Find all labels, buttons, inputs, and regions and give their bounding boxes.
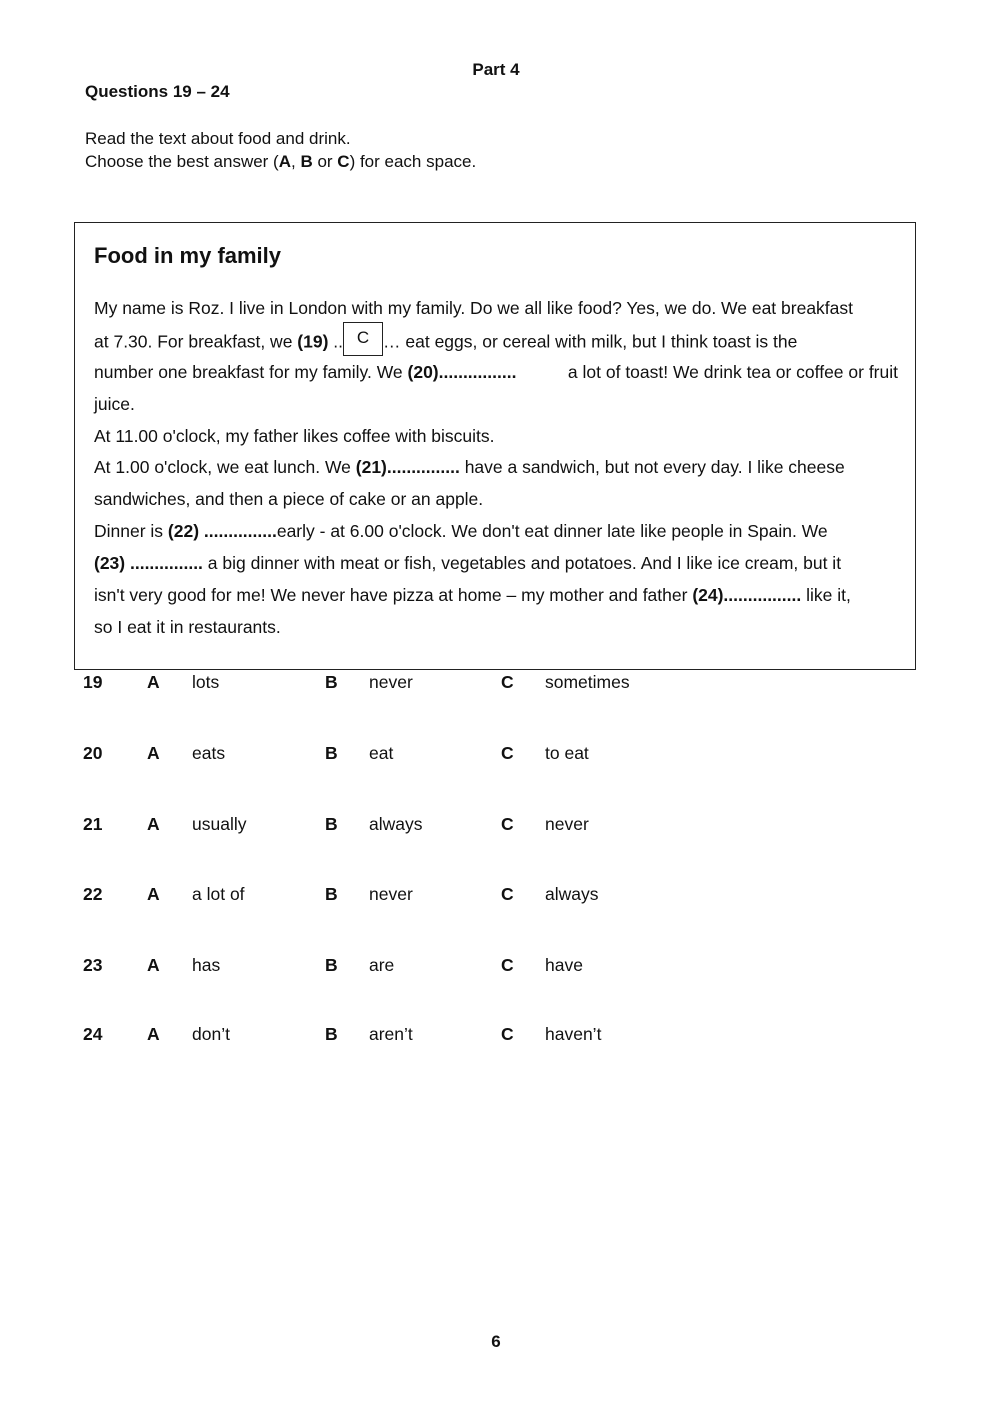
option-text-b[interactable]: aren’t [369,1024,413,1044]
option-text-c[interactable]: sometimes [545,672,630,692]
option-text-a[interactable]: don’t [192,1024,230,1044]
instruction-read: Read the text about food and drink. [85,129,351,148]
option-letter-c[interactable]: C [501,814,514,834]
gap-23[interactable]: (23) ............... [94,553,203,573]
option-text-a[interactable]: usually [192,814,247,834]
question-number: 23 [83,955,103,975]
option-text-c[interactable]: never [545,814,589,834]
question-number: 20 [83,743,103,763]
option-letter-a[interactable]: A [147,814,160,834]
question-row [0,1024,1000,1048]
text-line-1: My name is Roz. I live in London with my family. Do we all like food? Yes, we do. We eat breakfast [94,298,854,318]
text-line-2: at 7.30. For breakfast, we (19) .. C … eat eggs, or cereal with milk, but I think toast is the [94,330,797,356]
option-letter-c[interactable]: C [501,1024,514,1044]
option-text-c[interactable]: to eat [545,743,589,763]
option-letter-b[interactable]: B [325,1024,338,1044]
option-letter-a[interactable]: A [147,672,160,692]
option-letter-c[interactable]: C [501,672,514,692]
option-letter-b[interactable]: B [325,814,338,834]
option-letter-a[interactable]: A [147,1024,160,1044]
instruction-choose: Choose the best answer (A, B or C) for each space. [85,152,477,171]
option-letter-a[interactable]: A [147,955,160,975]
gap-20[interactable]: (20)................ [407,362,517,382]
option-text-a[interactable]: has [192,955,221,975]
answer-19-input[interactable]: C [343,322,383,356]
text-line-6: At 1.00 o'clock, we eat lunch. We (21)............... have a sandwich, but not every day. I like cheese [94,457,845,477]
option-letter-c[interactable]: C [501,743,514,763]
question-number: 24 [83,1024,103,1044]
gap-21[interactable]: (21)............... [355,457,460,477]
option-letter-b[interactable]: B [325,672,338,692]
option-text-b[interactable]: never [369,672,413,692]
question-number: 21 [83,814,103,834]
text-line-4: juice. [94,394,135,414]
option-text-c[interactable]: have [545,955,583,975]
option-text-a[interactable]: a lot of [192,884,245,904]
option-text-a[interactable]: lots [192,672,220,692]
page-number: 6 [491,1332,501,1351]
text-line-8: Dinner is (22) ...............early - at 6.00 o'clock. We don't eat dinner late like people in Spain. We [94,521,828,541]
part-title: Part 4 [472,60,520,79]
option-text-c[interactable]: always [545,884,599,904]
option-text-b[interactable]: are [369,955,395,975]
text-line-10: isn't very good for me! We never have pizza at home – my mother and father (24)................ like it, [94,585,851,605]
question-row [0,884,1000,908]
question-row [0,955,1000,979]
gap-22[interactable]: (22) ............... [167,521,277,541]
option-letter-a[interactable]: A [147,884,160,904]
gap-19: (19) [297,331,329,352]
option-text-a[interactable]: eats [192,743,226,763]
option-text-b[interactable]: never [369,884,413,904]
question-number: 19 [83,672,103,692]
option-letter-c[interactable]: C [501,884,514,904]
text-line-3: number one breakfast for my family. We (20)................ a lot of toast! We drink tea or coffee or fruit [94,362,898,382]
questions-range: Questions 19 – 24 [85,82,230,101]
question-number: 22 [83,884,103,904]
option-letter-b[interactable]: B [325,884,338,904]
gap-24[interactable]: (24)................ [692,585,802,605]
question-row [0,814,1000,838]
option-text-b[interactable]: eat [369,743,394,763]
question-row [0,672,1000,696]
text-line-7: sandwiches, and then a piece of cake or an apple. [94,489,484,509]
text-line-5: At 11.00 o'clock, my father likes coffee with biscuits. [94,426,495,446]
option-text-b[interactable]: always [369,814,423,834]
option-letter-b[interactable]: B [325,743,338,763]
text-line-11: so I eat it in restaurants. [94,617,281,637]
option-letter-a[interactable]: A [147,743,160,763]
question-row [0,743,1000,767]
reading-title: Food in my family [94,243,282,268]
option-letter-b[interactable]: B [325,955,338,975]
text-line-9: (23) ............... a big dinner with meat or fish, vegetables and potatoes. And I like ice cream, but it [94,553,842,573]
option-letter-c[interactable]: C [501,955,514,975]
option-text-c[interactable]: haven’t [545,1024,602,1044]
